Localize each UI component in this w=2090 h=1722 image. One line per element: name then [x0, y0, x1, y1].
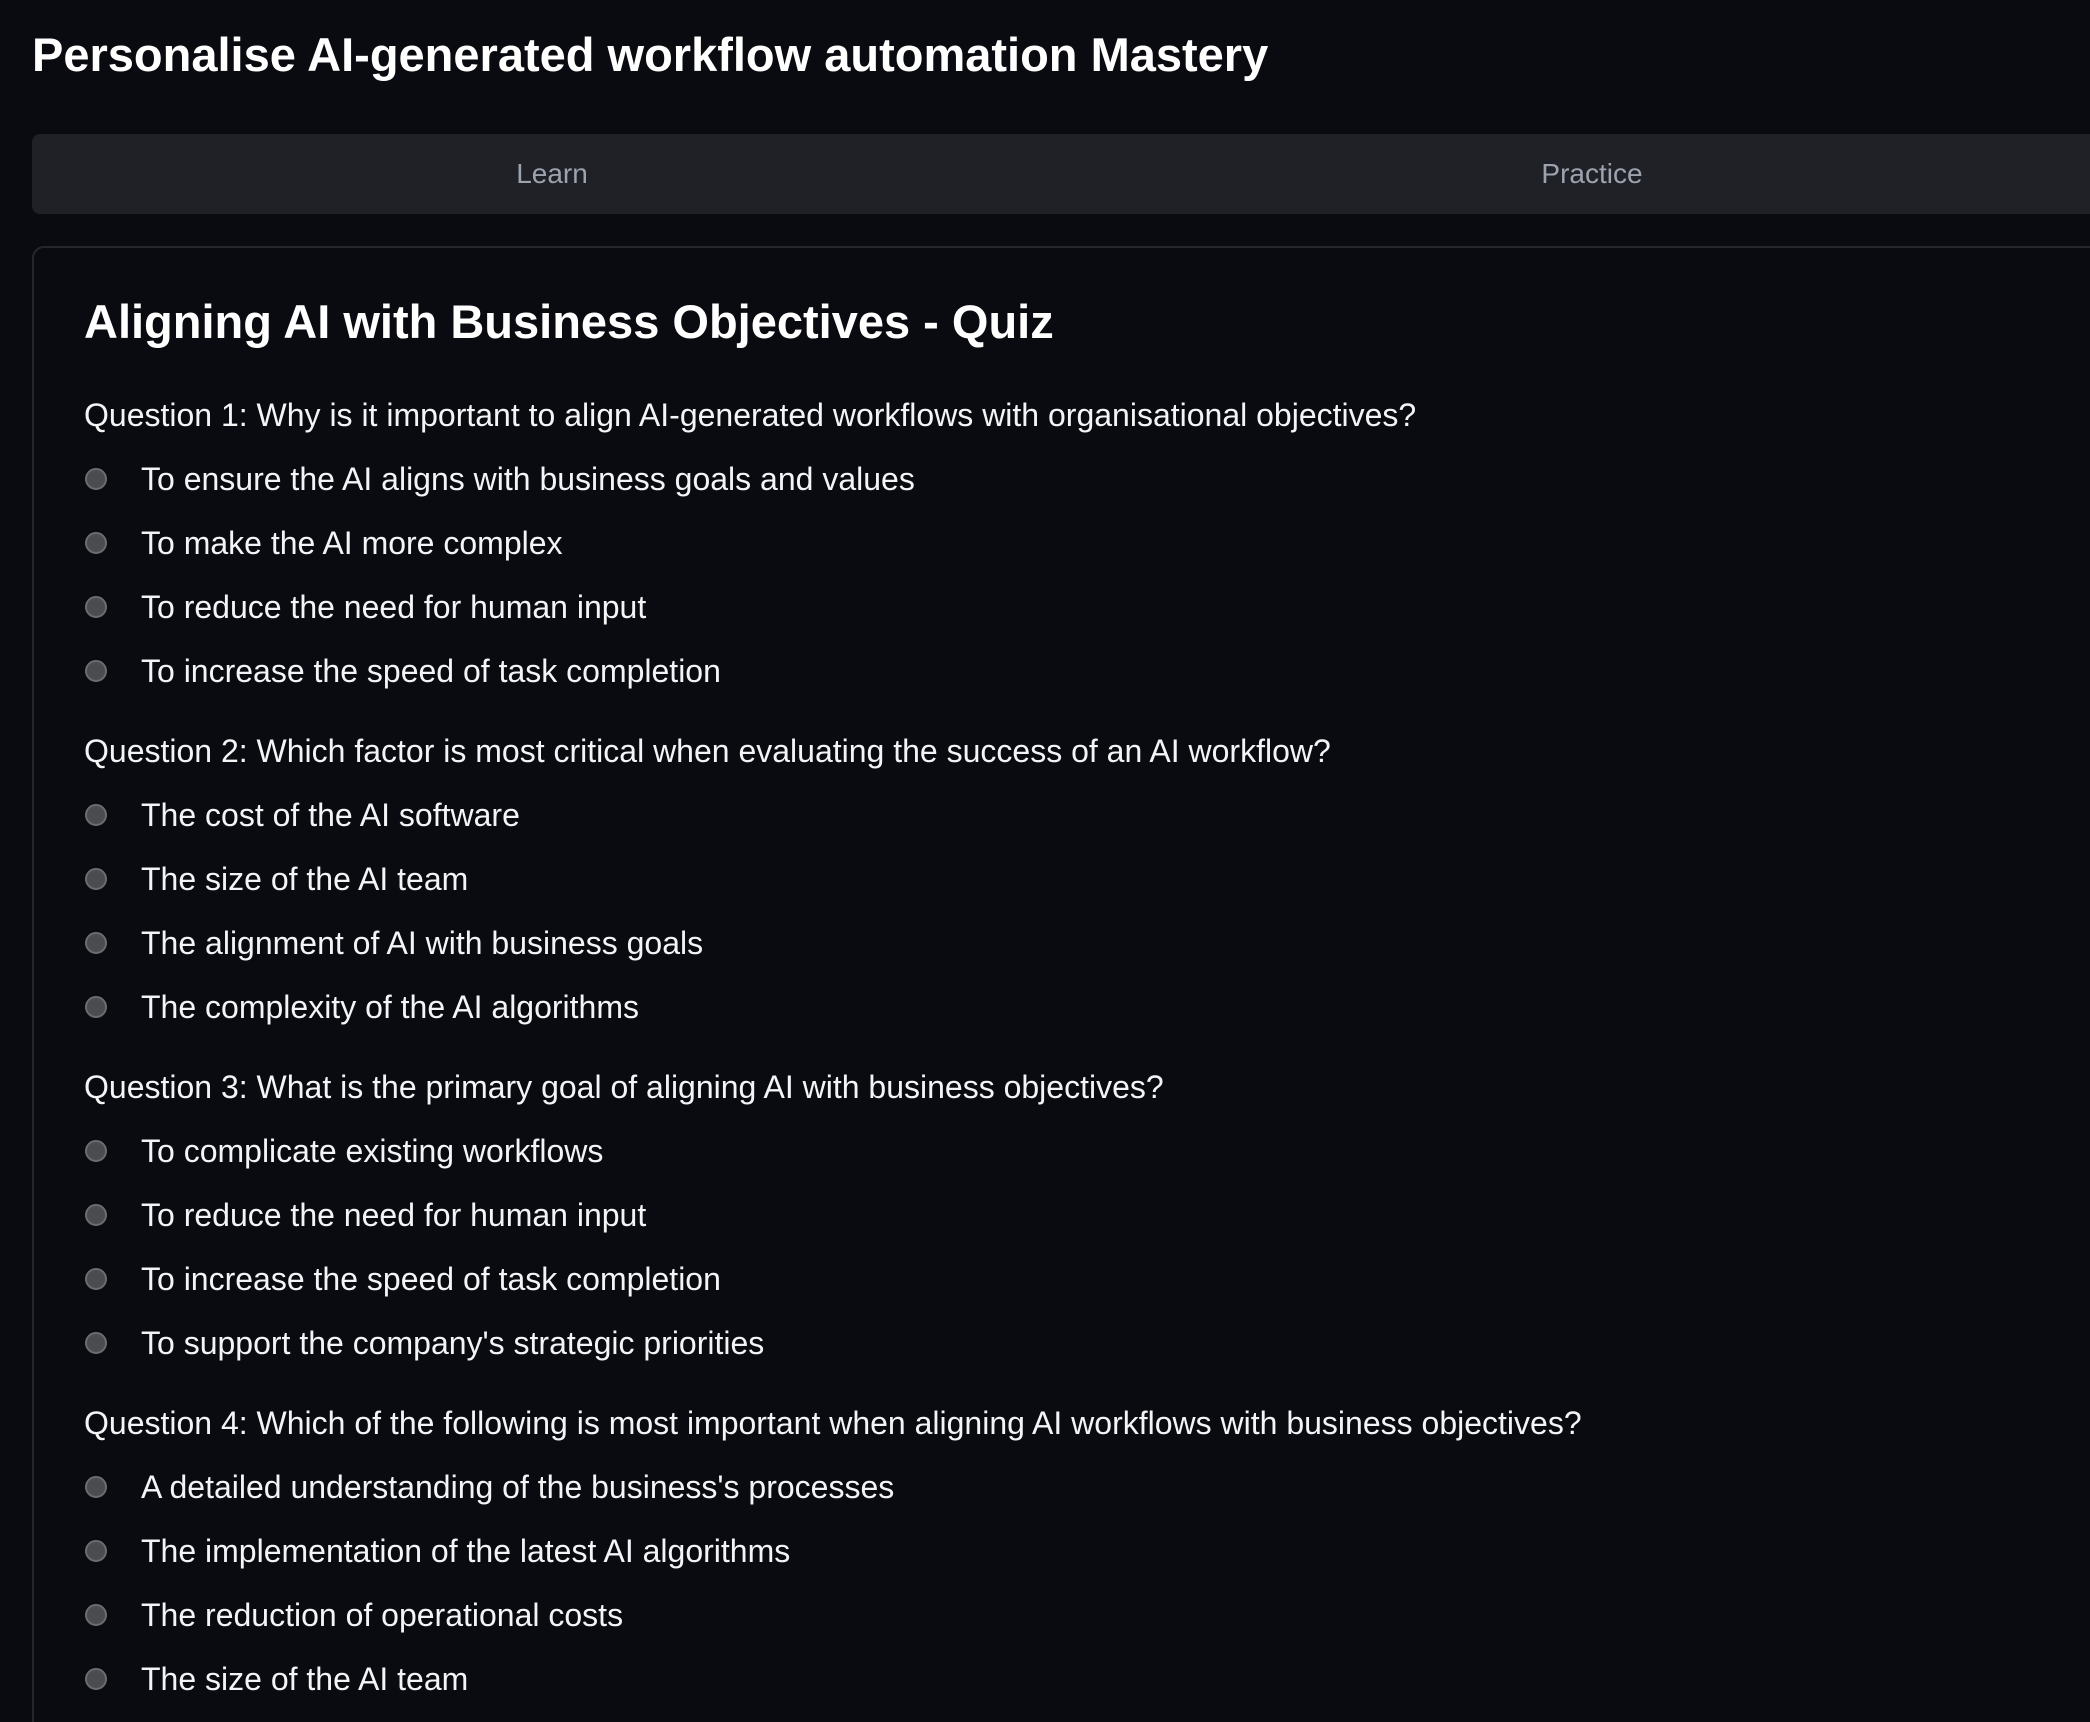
- answer-option[interactable]: [84, 456, 1984, 502]
- radio-button[interactable]: [85, 1540, 107, 1562]
- radio-button[interactable]: [85, 932, 107, 954]
- question-text: Question 3: What is the primary goal of aligning AI with business objectives?: [84, 1069, 1164, 1105]
- question-4: [84, 1400, 1984, 1720]
- radio-button[interactable]: [85, 660, 107, 682]
- question-2: [84, 728, 1984, 1048]
- app-title: Personalise AI-generated workflow automation Mastery: [32, 28, 1269, 81]
- radio-button[interactable]: [85, 1268, 107, 1290]
- question-1: [84, 392, 1984, 712]
- answer-option[interactable]: [84, 1320, 1984, 1366]
- answer-option[interactable]: [84, 1592, 1984, 1638]
- radio-button[interactable]: [85, 1332, 107, 1354]
- answer-option[interactable]: [84, 792, 1984, 838]
- option-label: The alignment of AI with business goals: [141, 925, 704, 961]
- option-group: [84, 1464, 1984, 1702]
- question-text: Question 4: Which of the following is most important when aligning AI workflows with business objectives?: [84, 1405, 1582, 1441]
- answer-option[interactable]: [84, 584, 1984, 630]
- option-label: To increase the speed of task completion: [141, 653, 721, 689]
- answer-option[interactable]: [84, 520, 1984, 566]
- radio-button[interactable]: [85, 596, 107, 618]
- radio-button[interactable]: [85, 1476, 107, 1498]
- answer-option[interactable]: [84, 1528, 1984, 1574]
- quiz-title: Aligning AI with Business Objectives - Quiz: [84, 295, 1054, 348]
- radio-button[interactable]: [85, 804, 107, 826]
- option-label: The size of the AI team: [141, 1661, 469, 1697]
- option-group: [84, 792, 1984, 1030]
- option-label: The implementation of the latest AI algorithms: [141, 1533, 791, 1569]
- option-label: The cost of the AI software: [141, 797, 520, 833]
- radio-button[interactable]: [85, 868, 107, 890]
- answer-option[interactable]: [84, 856, 1984, 902]
- radio-button[interactable]: [85, 1204, 107, 1226]
- question-3: [84, 1064, 1984, 1384]
- tab-practice[interactable]: Practice: [1541, 158, 1643, 189]
- option-label: To increase the speed of task completion: [141, 1261, 721, 1297]
- option-label: To make the AI more complex: [141, 525, 563, 561]
- question-text: Question 1: Why is it important to align AI-generated workflows with organisational objectives?: [84, 397, 1417, 433]
- option-group: [84, 1128, 1984, 1366]
- answer-option[interactable]: [84, 1656, 1984, 1702]
- answer-option[interactable]: [84, 648, 1984, 694]
- option-label: To reduce the need for human input: [141, 589, 647, 625]
- quiz-card: [32, 246, 2090, 1722]
- option-label: To ensure the AI aligns with business goals and values: [141, 461, 915, 497]
- option-label: The reduction of operational costs: [141, 1597, 624, 1633]
- answer-option[interactable]: [84, 1128, 1984, 1174]
- radio-button[interactable]: [85, 996, 107, 1018]
- answer-option[interactable]: [84, 984, 1984, 1030]
- radio-button[interactable]: [85, 1668, 107, 1690]
- answer-option[interactable]: [84, 1192, 1984, 1238]
- option-label: A detailed understanding of the business's processes: [141, 1469, 895, 1505]
- tab-bar: [32, 134, 2090, 214]
- option-label: To complicate existing workflows: [141, 1133, 604, 1169]
- radio-button[interactable]: [85, 1140, 107, 1162]
- option-label: The size of the AI team: [141, 861, 469, 897]
- question-text: Question 2: Which factor is most critical when evaluating the success of an AI workflow?: [84, 733, 1331, 769]
- answer-option[interactable]: [84, 1256, 1984, 1302]
- option-label: To support the company's strategic priorities: [141, 1325, 765, 1361]
- radio-button[interactable]: [85, 468, 107, 490]
- radio-button[interactable]: [85, 532, 107, 554]
- option-label: To reduce the need for human input: [141, 1197, 647, 1233]
- option-label: The complexity of the AI algorithms: [141, 989, 639, 1025]
- option-group: [84, 456, 1984, 694]
- radio-button[interactable]: [85, 1604, 107, 1626]
- answer-option[interactable]: [84, 1464, 1984, 1510]
- answer-option[interactable]: [84, 920, 1984, 966]
- tab-learn[interactable]: Learn: [516, 158, 588, 189]
